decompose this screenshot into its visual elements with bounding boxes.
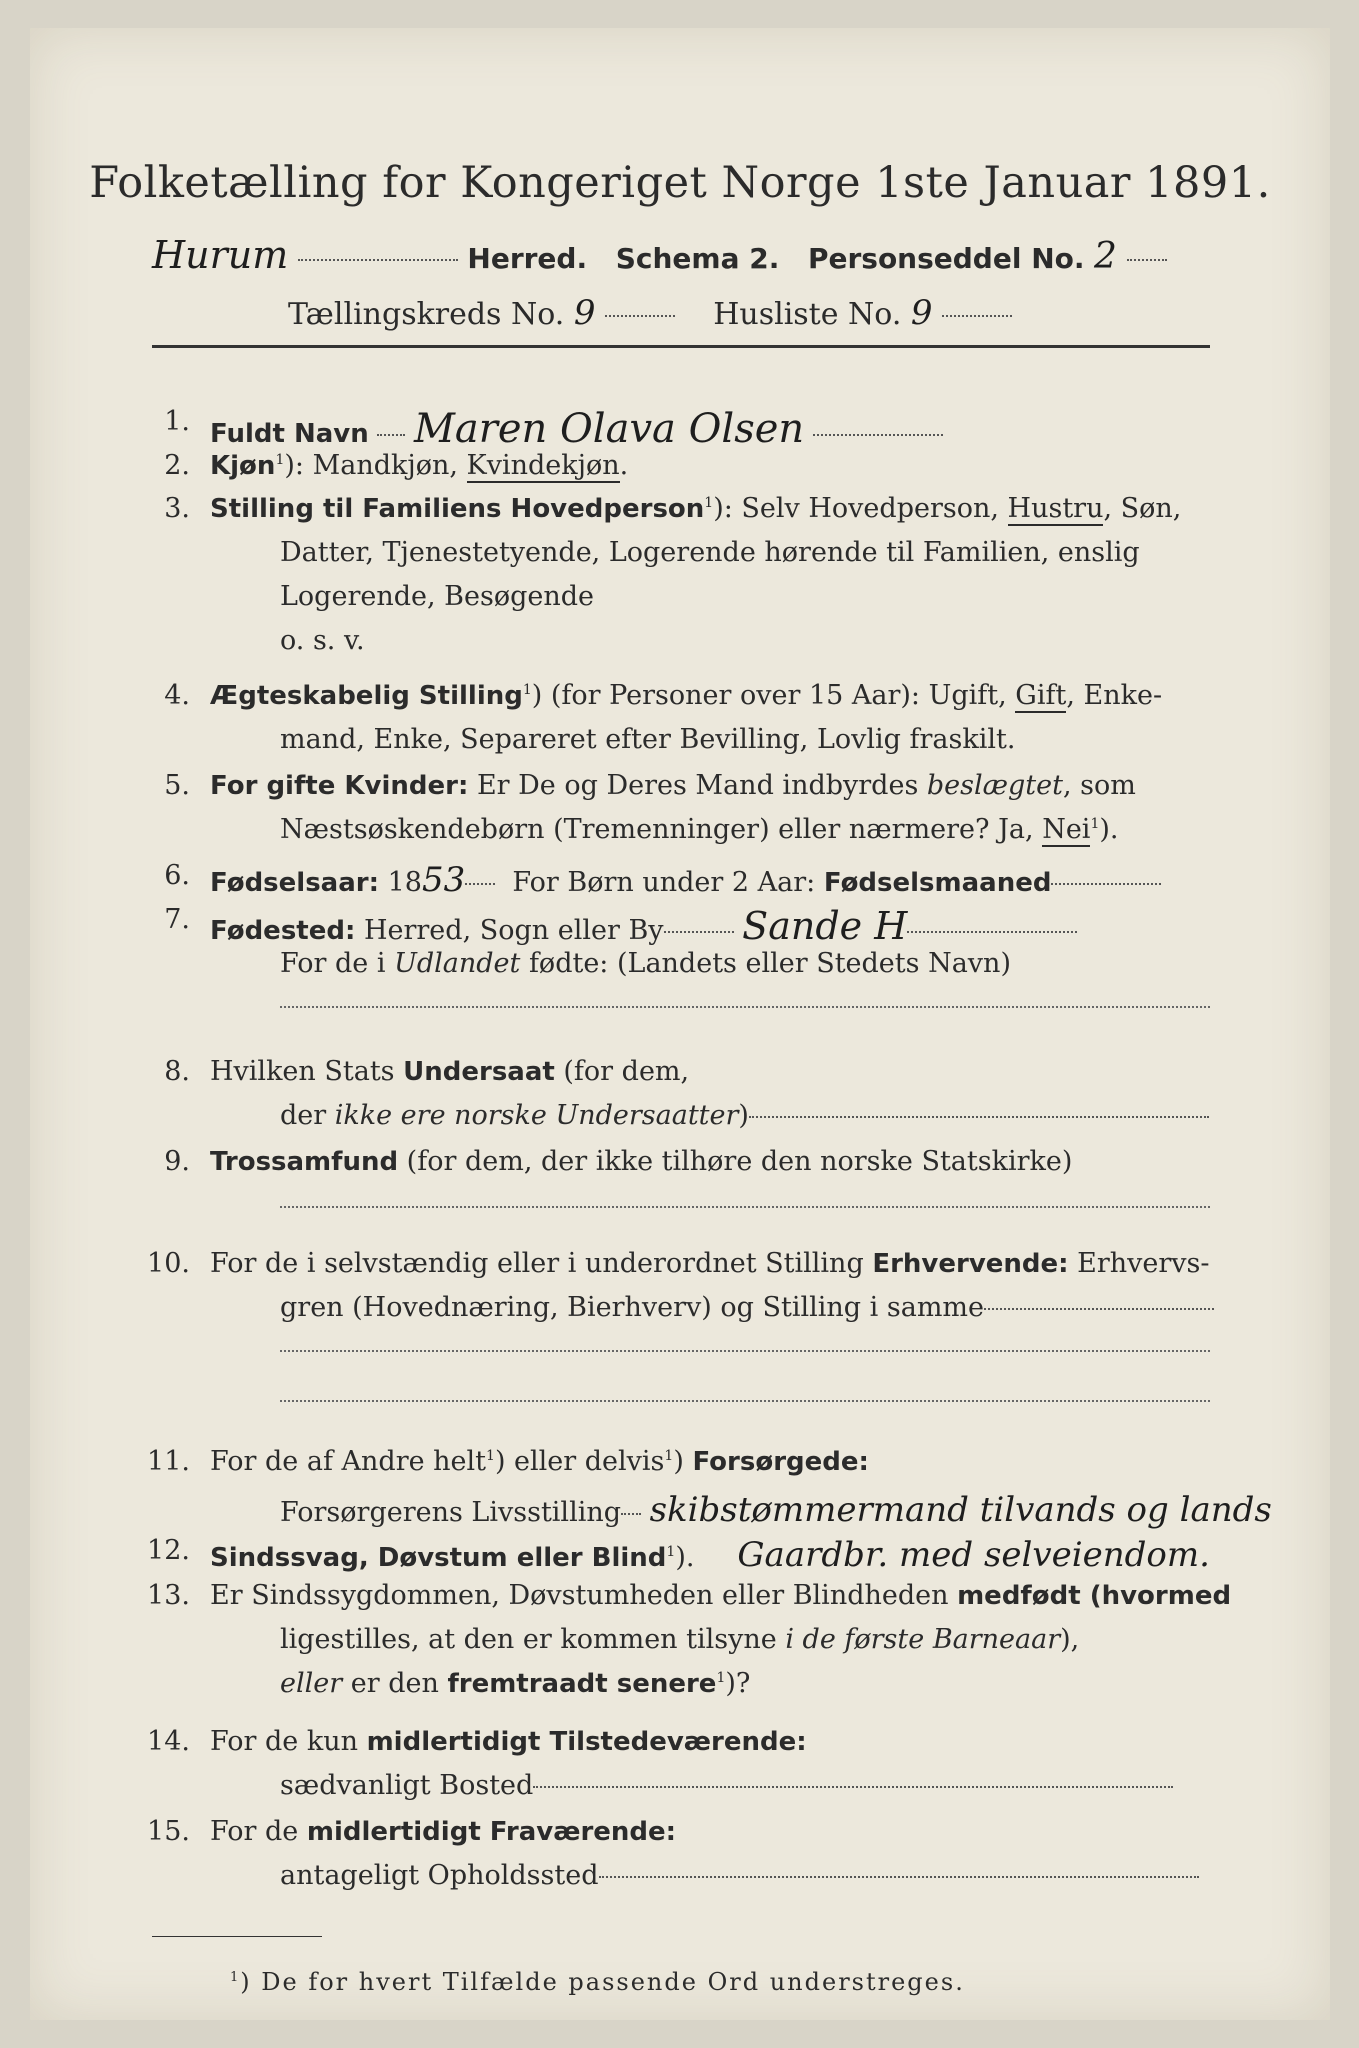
item-3-line-1 (210, 493, 1181, 524)
personseddel-handwritten: 2 (1094, 236, 1117, 277)
item-11-text-c: ) (673, 1446, 693, 1477)
item-3-sup: 1 (704, 495, 714, 511)
census-form-sheet (30, 28, 1330, 2020)
item-8-italic: ikke ere norske Undersaatter (334, 1100, 739, 1131)
item-6-dots-a (465, 883, 495, 885)
item-10-dots (984, 1308, 1214, 1310)
item-13-text-a: Er Sindssygdommen, Døvstumheden eller Blindheden (210, 1580, 958, 1611)
item-5-text-a: Er De og Deres Mand indbyrdes (468, 770, 927, 801)
footnote-sup: 1 (230, 1970, 241, 1985)
personseddel-dots (1127, 259, 1167, 261)
item-2-line (210, 450, 628, 481)
item-13-line-2 (280, 1624, 1079, 1655)
item-13-text-b: ligestilles, at den er kommen tilsyne (280, 1624, 786, 1655)
item-13-sup: 1 (716, 1670, 726, 1686)
item-8-text-d: ) (738, 1100, 749, 1131)
item-2-sup: 1 (275, 452, 285, 468)
item-14-number: 14. (147, 1726, 190, 1757)
item-5-line-2 (280, 814, 1118, 845)
item-6-prefix: 18 (387, 867, 422, 898)
item-3-line-4: o. s. v. (280, 625, 365, 656)
item-10-number: 10. (147, 1248, 190, 1279)
item-5-line-1 (210, 770, 1136, 801)
item-4-label: Ægteskabelig Stilling (210, 681, 523, 711)
footnote (230, 1968, 965, 1996)
item-7-line-1 (210, 904, 1077, 948)
item-10-text-b: Erhvervs- (1068, 1248, 1210, 1279)
item-7-dots-b (907, 931, 1077, 933)
item-13-number: 13. (147, 1580, 190, 1611)
item-15-dots (599, 1876, 1199, 1878)
item-15-number: 15. (147, 1816, 190, 1847)
item-7-handwritten-place: Sande H (742, 904, 908, 948)
item-7-text: Herred, Sogn eller By (363, 915, 664, 946)
item-15-line-2 (280, 1860, 1199, 1891)
item-13-italic: i de første Barneaar (785, 1624, 1061, 1655)
item-8-dots (749, 1116, 1209, 1118)
item-10-answer-line-1 (280, 1350, 1210, 1352)
item-8-text-b: (for dem, (554, 1056, 690, 1087)
item-14-bold: midlertidigt Tilstedeværende: (366, 1727, 807, 1757)
item-11-number: 11. (147, 1446, 190, 1477)
item-7-label: Fødested: (210, 916, 356, 946)
item-13-italic-b: eller (280, 1668, 343, 1699)
item-15-text-a: For de (210, 1816, 307, 1847)
item-3-label: Stilling til Familiens Hovedperson (210, 494, 705, 524)
item-14-line-2 (280, 1770, 1173, 1801)
item-11-sup-a: 1 (486, 1448, 495, 1464)
item-1-line (210, 406, 943, 452)
item-13-text-c: ), (1060, 1624, 1080, 1655)
item-13-bold: medfødt (hvormed (957, 1581, 1232, 1611)
item-10-line-2 (280, 1292, 1214, 1323)
kreds-label: Tællingskreds No. (288, 297, 565, 332)
item-13-line-3 (280, 1668, 750, 1699)
item-9-answer-line (280, 1206, 1210, 1208)
item-10-bold: Erhvervende: (872, 1249, 1069, 1279)
herred-dots (298, 259, 458, 261)
husliste-dots (942, 315, 1012, 317)
item-11-text-b: ) eller delvis (494, 1446, 665, 1477)
item-1-dots-a (377, 434, 405, 436)
herred-row (152, 233, 1167, 277)
item-5-sup: 1 (1090, 816, 1100, 832)
item-2-number: 2. (164, 450, 190, 481)
item-14-line-1 (210, 1726, 807, 1757)
item-7-italic: Udlandet (394, 948, 521, 979)
item-14-text-b: sædvanligt Bosted (280, 1770, 534, 1801)
item-10-text-a: For de i selvstændig eller i underordnet Stilling (210, 1248, 873, 1279)
item-5-text-d: ). (1099, 814, 1119, 845)
item-12-line (210, 1535, 1210, 1575)
item-8-line-1 (210, 1056, 689, 1087)
herred-label: Herred. (467, 242, 588, 275)
item-9-label: Trossamfund (210, 1147, 399, 1177)
item-5-label: For gifte Kvinder: (210, 771, 469, 801)
item-2-label: Kjøn (210, 451, 276, 481)
item-4-line-1 (210, 680, 1162, 711)
item-2-text-a: ): Mandkjøn, (284, 450, 467, 481)
item-9-line (210, 1146, 1072, 1177)
kreds-row (288, 293, 1012, 333)
item-5-number: 5. (164, 770, 190, 801)
item-13-text-d: er den (342, 1668, 448, 1699)
item-12-number: 12. (147, 1535, 190, 1566)
item-4-line-2: mand, Enke, Separeret efter Bevilling, Lovlig fraskilt. (280, 724, 1016, 755)
item-7-line-2 (280, 948, 1011, 979)
item-4-text-a: ) (for Personer over 15 Aar): Ugift, (531, 680, 1016, 711)
header-divider (152, 345, 1210, 348)
item-10-answer-line-2 (280, 1400, 1210, 1402)
item-11-line-2 (280, 1490, 1272, 1530)
item-9-number: 9. (164, 1146, 190, 1177)
item-8-line-2 (280, 1100, 1209, 1131)
schema-label: Schema 2. (615, 242, 780, 275)
item-5-italic: beslægtet (926, 770, 1063, 801)
item-6-label: Fødselsaar: (210, 868, 379, 898)
item-11-line-1 (210, 1446, 869, 1477)
item-2-underlined: Kvindekjøn (466, 450, 620, 481)
item-7-number: 7. (164, 904, 190, 935)
form-title: Folketælling for Kongeriget Norge 1ste Januar 1891. (89, 158, 1271, 208)
footnote-rule (152, 1936, 322, 1937)
husliste-handwritten: 9 (910, 293, 933, 333)
item-9-text: (for dem, der ikke tilhøre den norske Statskirke) (398, 1146, 1073, 1177)
item-6-mid: For Børn under 2 Aar: (512, 867, 816, 898)
item-2-text-b: . (619, 450, 629, 481)
item-11-bold: Forsørgede: (692, 1447, 869, 1477)
item-15-line-1 (210, 1816, 676, 1847)
item-8-bold: Undersaat (403, 1057, 555, 1087)
kreds-dots (605, 315, 675, 317)
item-7-dots-a (664, 931, 734, 933)
herred-handwritten: Hurum (152, 233, 289, 277)
item-10-line-1 (210, 1248, 1210, 1279)
item-11-text-a: For de af Andre helt (210, 1446, 487, 1477)
item-14-text-a: For de kun (210, 1726, 367, 1757)
personseddel-label: Personseddel No. (807, 242, 1085, 275)
item-8-text-c: der (280, 1100, 335, 1131)
item-8-number: 8. (164, 1056, 190, 1087)
item-6-number: 6. (164, 860, 190, 891)
item-3-text-b: , Søn, (1103, 493, 1182, 524)
item-13-bold-b: fremtraadt senere (447, 1669, 717, 1699)
item-10-text-c: gren (Hovednæring, Bierhverv) og Stilling i samme (280, 1292, 985, 1323)
item-6-dots-b (1051, 883, 1161, 885)
item-13-line-1 (210, 1580, 1231, 1611)
item-4-underlined: Gift (1015, 680, 1067, 711)
item-5-underlined: Nei (1042, 814, 1091, 845)
item-4-number: 4. (164, 680, 190, 711)
item-11-dots (621, 1513, 641, 1515)
item-11-sup-b: 1 (664, 1448, 674, 1464)
item-3-line-2: Datter, Tjenestetyende, Logerende hørende til Familien, enslig (280, 537, 1140, 568)
item-7-text-c: fødte: (Landets eller Stedets Navn) (520, 948, 1011, 979)
item-7-text-b: For de i (280, 948, 395, 979)
item-3-line-3: Logerende, Besøgende (280, 581, 594, 612)
item-14-dots (533, 1786, 1173, 1788)
kreds-handwritten: 9 (573, 293, 596, 333)
item-3-underlined: Hustru (1007, 493, 1104, 524)
item-13-text-e: )? (725, 1668, 751, 1699)
item-6-label-2: Fødselsmaaned (823, 868, 1052, 898)
item-15-text-b: antageligt Opholdssted (280, 1860, 599, 1891)
item-15-bold: midlertidigt Fraværende: (306, 1817, 677, 1847)
item-1-handwritten-name: Maren Olava Olsen (413, 406, 805, 452)
item-12-handwritten: Gaardbr. med selveiendom. (737, 1535, 1210, 1575)
item-12-label: Sindssvag, Døvstum eller Blind (210, 1543, 667, 1573)
footnote-text: ) De for hvert Tilfælde passende Ord understreges. (240, 1968, 965, 1996)
item-1-number: 1. (164, 406, 190, 437)
item-3-number: 3. (164, 493, 190, 524)
item-8-text-a: Hvilken Stats (210, 1056, 404, 1087)
item-6-handwritten-year: 53 (421, 860, 466, 900)
item-4-sup: 1 (522, 682, 532, 698)
item-12-text: ). (675, 1542, 695, 1573)
item-1-label: Fuldt Navn (210, 419, 369, 449)
item-11-handwritten-occupation: skibstømmermand tilvands og lands (649, 1490, 1272, 1530)
item-11-text-d: Forsørgerens Livsstilling (280, 1497, 622, 1528)
item-5-text-b: , som (1063, 770, 1136, 801)
item-5-text-c: Næstsøskendebørn (Tremenninger) eller nærmere? Ja, (280, 814, 1043, 845)
husliste-label: Husliste No. (713, 297, 902, 332)
item-3-text-a: ): Selv Hovedperson, (713, 493, 1008, 524)
item-6-line (210, 860, 1161, 900)
item-1-dots-b (813, 434, 943, 436)
item-7-answer-line (280, 1006, 1210, 1008)
item-4-text-b: , Enke- (1066, 680, 1163, 711)
item-12-sup: 1 (666, 1544, 676, 1560)
